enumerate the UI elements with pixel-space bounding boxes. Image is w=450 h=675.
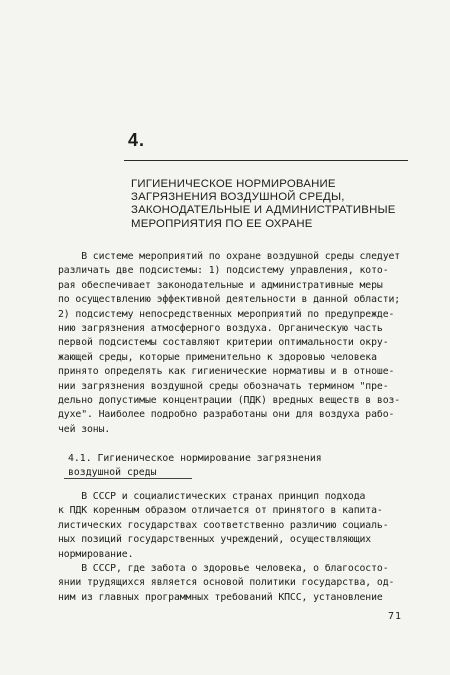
chapter-divider xyxy=(124,160,408,161)
text-line: принято определять как гигиенические нормативы и в отноше- xyxy=(58,366,395,378)
text-line: нормирование. xyxy=(58,548,134,560)
text-line: нию загрязнения атмосферного воздуха. Органическую часть xyxy=(58,323,383,335)
text-line: первой подсистемы составляют критерии оптимальности окру- xyxy=(58,337,389,349)
text-line: нии загрязнения воздушной среды обозначать термином "пре- xyxy=(58,380,389,392)
section-heading-line: 4.1. Гигиеническое нормирование загрязнения xyxy=(68,453,322,464)
text-line: по осуществлению эффективной деятельности в данной области; xyxy=(58,294,401,306)
text-line: янии трудящихся является основой политики государства, од- xyxy=(58,577,395,589)
text-line: различать две подсистемы: 1) подсистему управления, кото- xyxy=(58,265,389,277)
chapter-title-line: ГИГИЕНИЧЕСКОЕ НОРМИРОВАНИЕ xyxy=(131,178,336,190)
chapter-title-line: МЕРОПРИЯТИЯ ПО ЕЕ ОХРАНЕ xyxy=(131,217,313,230)
chapter-number: 4. xyxy=(128,130,146,150)
text-line: жающей среды, которые применительно к здоровью человека xyxy=(58,351,377,363)
text-line: к ПДК коренным образом отличается от принятого в капита- xyxy=(58,505,383,517)
text-line: рая обеспечивает законодательные и административные меры xyxy=(58,279,383,291)
text-line: листических государствах соответственно различию социаль- xyxy=(58,519,389,531)
section-divider xyxy=(64,478,192,479)
text-line: 2) подсистему непосредственных мероприятий по предупрежде- xyxy=(58,308,395,320)
text-line: В СССР и социалистических странах принцип подхода xyxy=(58,491,366,502)
intro-paragraph xyxy=(58,250,420,437)
text-line: духе". Наиболее подробно разработаны они для воздуха рабо- xyxy=(58,409,395,421)
chapter-title-line: ЗАКОНОДАТЕЛЬНЫЕ И АДМИНИСТРАТИВНЫЕ xyxy=(131,204,396,217)
text-line: дельно допустимые концентрации (ПДК) вредных веществ в воз- xyxy=(58,395,401,407)
section-heading-line: воздушной среды xyxy=(68,467,157,479)
text-line: ним из главных программных требований КПСС, установление xyxy=(58,591,383,603)
text-line: В СССР, где забота о здоровье человека, о благососто- xyxy=(58,563,389,574)
chapter-title xyxy=(131,178,411,231)
paragraph xyxy=(58,562,420,605)
page-number: 71 xyxy=(388,611,403,622)
text-line: ных позиций государственных учреждений, осуществляющих xyxy=(58,534,372,546)
section-heading xyxy=(68,452,368,481)
text-line: чей зоны. xyxy=(58,423,111,435)
text-line: В системе мероприятий по охране воздушной среды следует xyxy=(58,251,401,262)
paragraph xyxy=(58,490,420,562)
chapter-title-line: ЗАГРЯЗНЕНИЯ ВОЗДУШНОЙ СРЕДЫ, xyxy=(131,191,345,204)
